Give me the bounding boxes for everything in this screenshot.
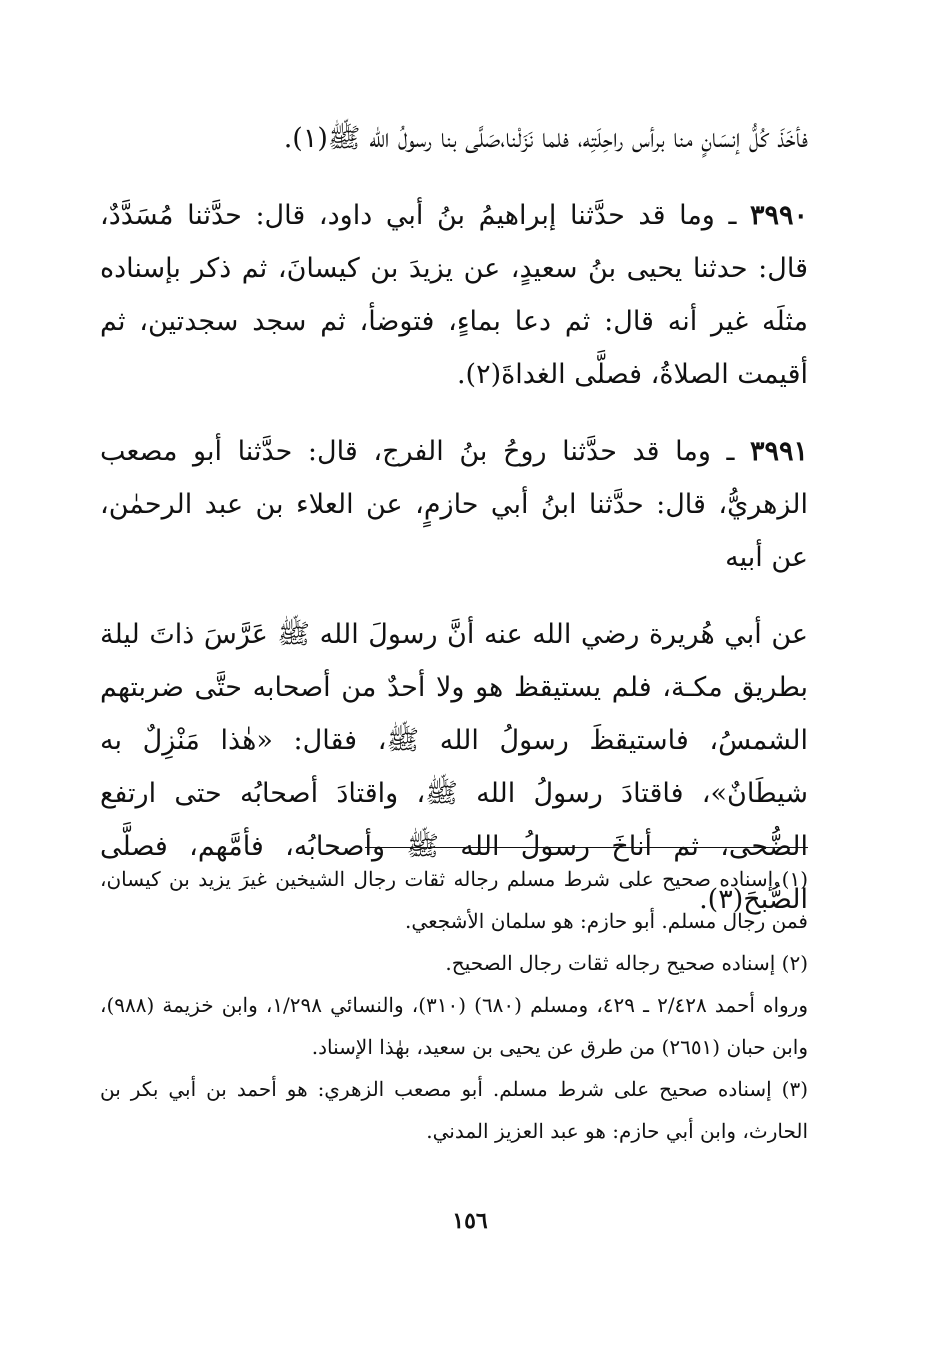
footnote-divider: [365, 847, 808, 848]
paragraph-continuation: [100, 112, 808, 165]
hadith-number: ٣٩٩٠: [749, 200, 808, 231]
hadith-3991: [100, 425, 808, 584]
hadith-3990: [100, 189, 808, 401]
footnote-1: (١) إسناده صحيح على شرط مسلم رجاله ثقات رجال الشيخين غيرَ يزيد بن كيسان، فمن رجال مسلم. أبو حازم: هو سلمان الأشجعي.: [100, 867, 808, 933]
footnote-2-sources: ورواه أحمد ٢/٤٢٨ ـ ٤٢٩، ومسلم (٦٨٠) (٣١٠)، والنسائي ١/٢٩٨، وابن خزيمة (٩٨٨)، وابن حبان (٢٦٥١) من طرق عن يحيى بن سعيد، بهٰذا الإسناد.: [100, 993, 808, 1059]
hadith-number: ٣٩٩١: [749, 436, 808, 467]
footnotes: [100, 858, 808, 1152]
footnote-3: (٣) إسناده صحيح على شرط مسلم. أبو مصعب الزهري: هو أحمد بن أبي بكر بن الحارث، وابن أبي حازم: هو عبد العزيز المدني.: [100, 1077, 808, 1143]
main-text: [100, 112, 808, 926]
paragraph-text: ـ وما قد حدَّثنا روحُ بنُ الفرج، قال: حدَّثنا أبو مصعب الزهريُّ، قال: حدَّثنا ابنُ أبي حازمٍ، عن العلاء بن عبد الرحمٰن، عن أبيه: [100, 436, 808, 573]
footnote-2: (٢) إسناده صحيح رجاله ثقات رجال الصحيح.: [445, 951, 808, 975]
page-number: ١٥٦: [452, 1208, 488, 1234]
paragraph-text: عن أبي هُريرة رضي الله عنه أنَّ رسولَ الله ﷺ عَرَّسَ ذاتَ ليلة بطريق مكـة، فلم يستيقظ هو ولا أحدٌ من أصحابه حتَّى ضربتهم الشمسُ، فاستيقظَ رسولُ الله ﷺ، فقال: «هٰذا مَنْزِلٌ به شيطَانٌ»، فاقتادَ رسولُ الله ﷺ، واقتادَ أصحابُه حتى ارتفع الضُّحى، ثم أناخَ رسولُ الله ﷺ وأصحابُه، فأمَّهم، فصلَّى الصُّبحَ(٣).: [100, 619, 808, 915]
paragraph-text: فأخَذَ كُلُّ إنسَانٍ منا برأس راحِلَتِه، فلما نَزَلْنا،صَلَّى بنا رسولُ الله ﷺ(١).: [283, 123, 808, 154]
paragraph-text: ـ وما قد حدَّثنا إبراهيمُ بنُ أبي داود، قال: حدَّثنا مُسَدَّدٌ، قال: حدثنا يحيى بنُ سعيدٍ، عن يزيدَ بن كيسانَ، ثم ذكر بإسناده مثلَه غير أنه قال: ثم دعا بماءٍ، فتوضأ، ثم سجد سجدتين، ثم أقيمت الصلاةُ، فصلَّى الغداةَ(٢).: [100, 200, 808, 390]
